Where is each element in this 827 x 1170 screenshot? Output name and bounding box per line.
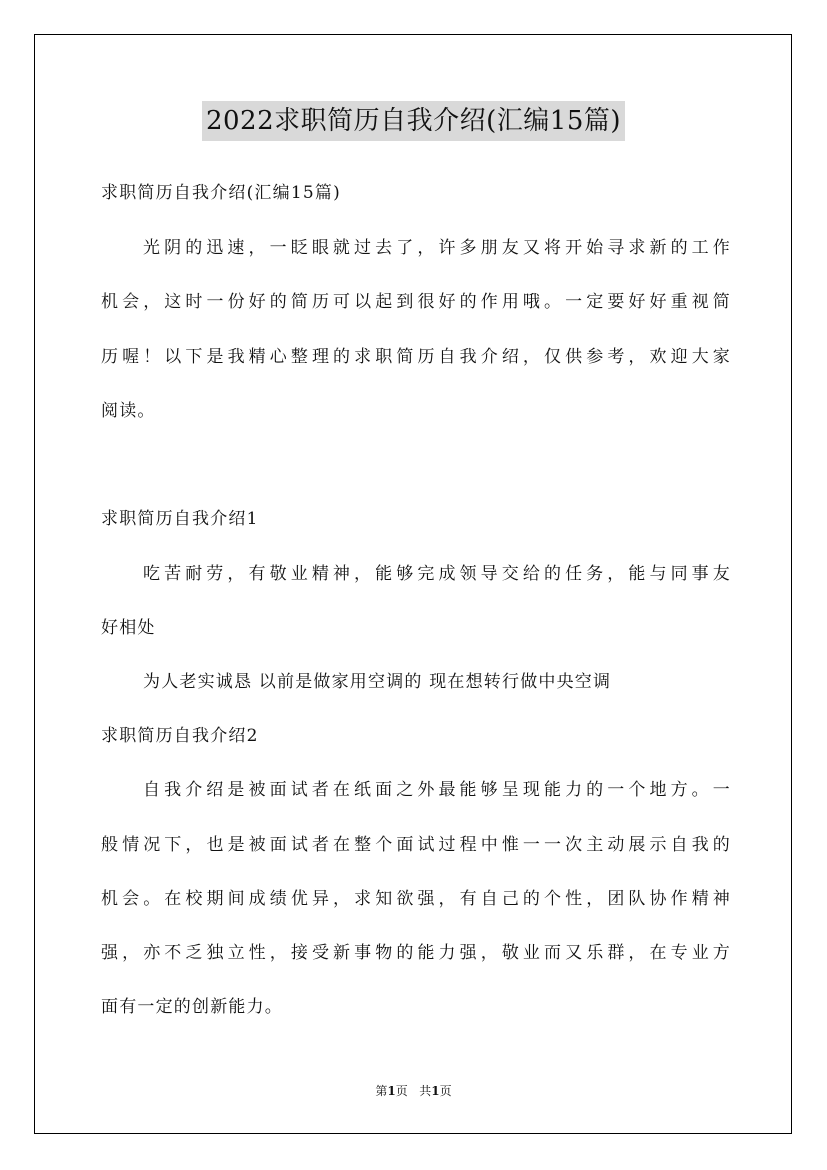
page-footer — [0, 1083, 827, 1099]
paragraph-line: 机会，这时一份好的简历可以起到很好的作用哦。一定要好好重视简 — [101, 292, 731, 312]
total-pages: 1 — [431, 1084, 440, 1098]
document-title: 2022求职简历自我介绍(汇编15篇) — [202, 101, 625, 141]
paragraph-line: 强，亦不乏独立性，接受新事物的能力强，敬业而又乐群，在专业方 — [101, 943, 731, 963]
paragraph-line: 光阴的迅速，一眨眼就过去了，许多朋友又将开始寻求新的工作 — [143, 238, 731, 258]
page-number: 1 — [387, 1084, 396, 1098]
paragraph-line: 好相处 — [101, 618, 156, 638]
paragraph-line: 阅读。 — [101, 401, 156, 421]
subtitle-line: 求职简历自我介绍(汇编15篇) — [101, 183, 341, 203]
section-heading: 求职简历自我介绍1 — [101, 509, 259, 529]
paragraph-line: 般情况下，也是被面试者在整个面试过程中惟一一次主动展示自我的 — [101, 835, 731, 855]
total-suffix: 页 — [439, 1084, 452, 1098]
section-heading: 求职简历自我介绍2 — [101, 726, 259, 746]
paragraph-line: 机会。在校期间成绩优异，求知欲强，有自己的个性，团队协作精神 — [101, 889, 731, 909]
page-suffix: 页 — [395, 1084, 408, 1098]
paragraph-line: 历喔！以下是我精心整理的求职简历自我介绍，仅供参考，欢迎大家 — [101, 347, 731, 367]
total-prefix: 共 — [419, 1084, 432, 1098]
page-prefix: 第 — [375, 1084, 388, 1098]
title-container — [0, 101, 827, 141]
paragraph-line: 面有一定的创新能力。 — [101, 997, 283, 1017]
paragraph-line: 为人老实诚恳 以前是做家用空调的 现在想转行做中央空调 — [143, 672, 612, 692]
paragraph-line: 吃苦耐劳，有敬业精神，能够完成领导交给的任务，能与同事友 — [143, 564, 731, 584]
paragraph-line: 自我介绍是被面试者在纸面之外最能够呈现能力的一个地方。一 — [143, 780, 731, 800]
